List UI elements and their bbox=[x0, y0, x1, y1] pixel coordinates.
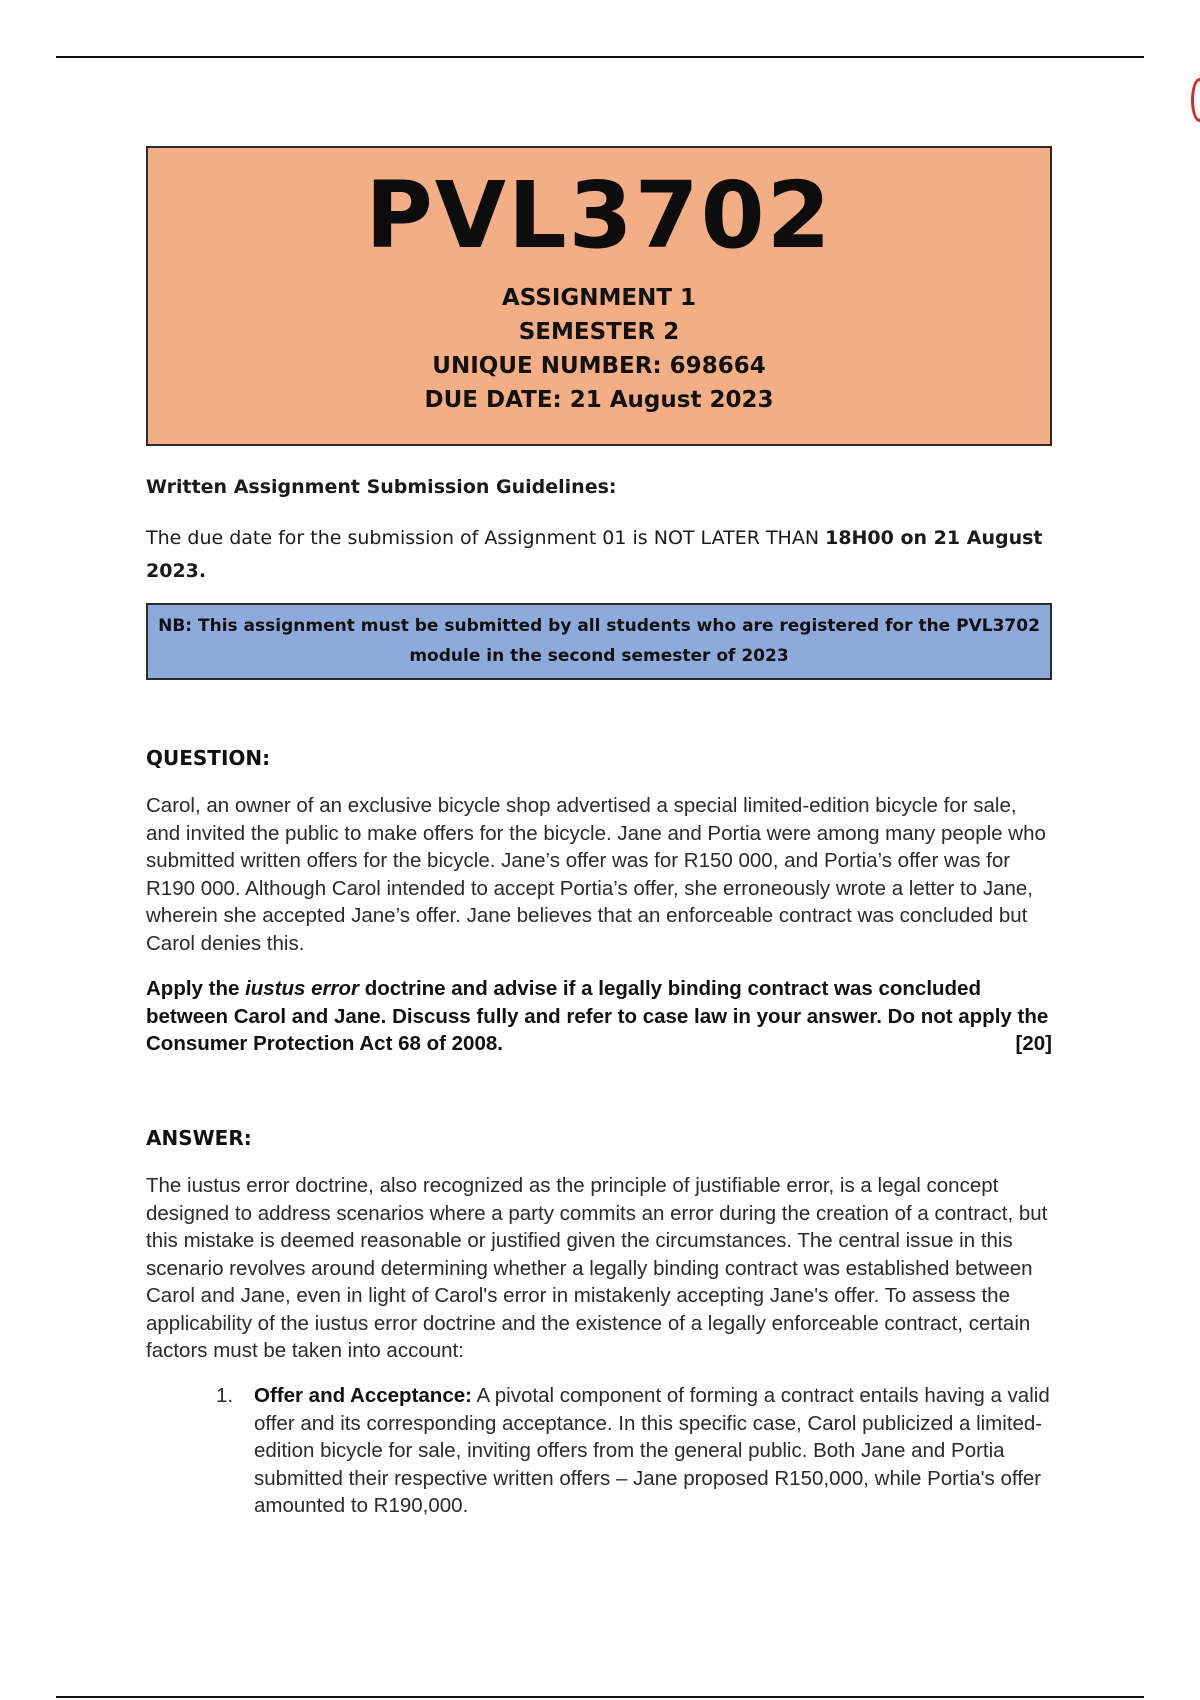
guidelines-title: Written Assignment Submission Guidelines: bbox=[146, 476, 617, 498]
question-scenario: Carol, an owner of an exclusive bicycle shop advertised a special limited-edition bicycle for sale, and invited the public to make offers for the bicycle. Jane and Portia were among many people who submitted written offers for the bicycle. Jane’s offer was for R150 000, and Portia’s offer was for R190 000. Although Carol intended to accept Portia’s offer, she erroneously wrote a letter to Jane, wherein she accepted Jane’s offer. Jane believes that an enforceable contract was concluded but Carol denies this. bbox=[146, 794, 1046, 955]
question-instruction bbox=[146, 975, 1052, 1058]
nb-line-2: module in the second semester of 2023 bbox=[409, 646, 789, 666]
instruction-pre: Apply the bbox=[146, 977, 246, 1000]
assignment-label: ASSIGNMENT 1 bbox=[501, 284, 697, 311]
answer-list bbox=[216, 1382, 1052, 1520]
nb-line-1: NB: This assignment must be submitted by all students who are registered for the PVL3702 bbox=[158, 616, 1040, 636]
answer-intro: The iustus error doctrine, also recognized as the principle of justifiable error, is a legal concept designed to address scenarios where a party commits an error during the creation of a contract, but this mistake is deemed reasonable or justified given the circumstances. The central issue in this scenario revolves around determining whether a legally binding contract was established between Carol and Jane, even in light of Carol's error in mistakenly accepting Jane's offer. To assess the applicability of the iustus error doctrine and the existence of a legally enforceable contract, certain factors must be taken into account: bbox=[146, 1174, 1048, 1362]
guidelines-text-prefix: The due date for the submission of Assignment 01 is NOT LATER THAN bbox=[146, 527, 826, 549]
guidelines-deadline: 18H00 on 21 August 2023. bbox=[146, 527, 1043, 582]
guidelines-text bbox=[146, 522, 1052, 588]
question-heading: QUESTION: bbox=[146, 746, 271, 770]
due-date-label: DUE DATE: 21 August 2023 bbox=[424, 386, 774, 413]
list-item-number: 1. bbox=[216, 1384, 234, 1407]
list-item-title: Offer and Acceptance: bbox=[254, 1384, 472, 1407]
answer-heading: ANSWER: bbox=[146, 1126, 252, 1150]
top-rule bbox=[56, 56, 1144, 58]
instruction-post: doctrine and advise if a legally binding contract was concluded between Carol and Jane. Discuss fully and refer to case law in your answer. Do not apply the Consumer Protection Act 68 of 2008. bbox=[146, 977, 1049, 1055]
bottom-rule bbox=[56, 1696, 1144, 1698]
unique-number-label: UNIQUE NUMBER: 698664 bbox=[432, 352, 766, 379]
course-code: PVL3702 bbox=[365, 162, 833, 269]
nb-notice-box bbox=[146, 603, 1052, 680]
page-edge-mark bbox=[1191, 78, 1200, 122]
list-item-text: A pivotal component of forming a contract entails having a valid offer and its corresponding acceptance. In this specific case, Carol publicized a limited-edition bicycle for sale, inviting offers from the general public. Both Jane and Portia submitted their respective written offers – Jane proposed R150,000, while Portia's offer amounted to R190,000. bbox=[254, 1384, 1050, 1517]
question-marks: [20] bbox=[1015, 1032, 1052, 1055]
semester-label: SEMESTER 2 bbox=[518, 318, 680, 345]
list-item bbox=[216, 1382, 1052, 1520]
title-box bbox=[146, 146, 1052, 446]
instruction-italic: iustus error bbox=[245, 977, 360, 1000]
